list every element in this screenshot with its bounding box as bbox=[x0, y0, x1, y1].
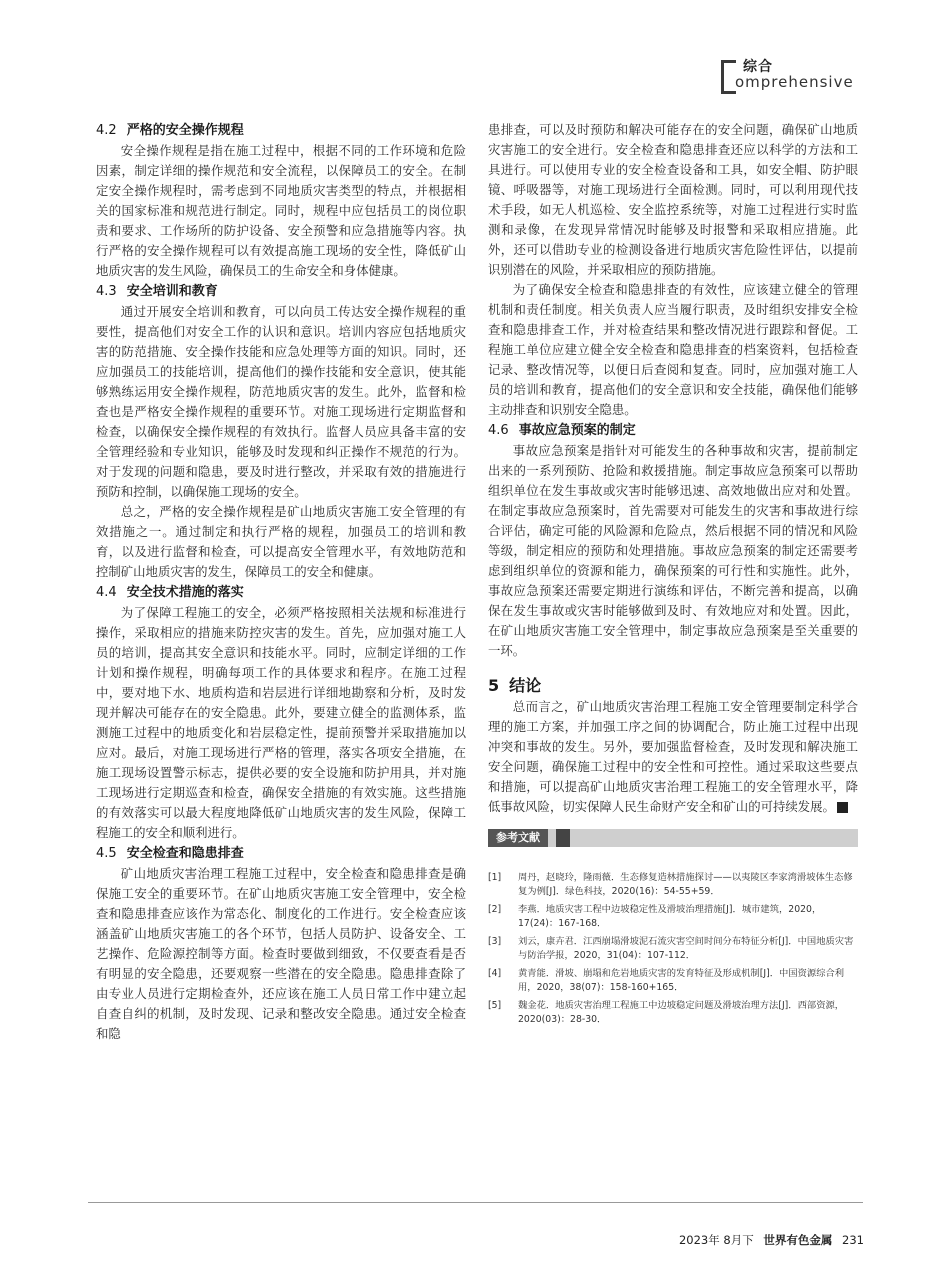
section-4-3-paragraph-1: 通过开展安全培训和教育，可以向员工传达安全操作规程的重要性，提高他们对安全工作的认识和意识。培训内容应包括地质灾害的防范措施、安全操作技能和应急处理等方面的知识。同时，还应加强员工的技能培训，提高他们的操作技能和安全意识，使其能够熟练运用安全操作规程，防范地质灾害的发生。此外，监督和检查也是严格安全操作规程的重要环节。对施工现场进行定期监督和检查，以确保安全操作规程的有效执行。监督人员应具备丰富的安全管理经验和专业知识，能够及时发现和纠正操作不规范的行为。对于发现的问题和隐患，要及时进行整改，并采取有效的措施进行预防和控制，以确保施工现场的安全。 bbox=[96, 304, 466, 499]
reference-item: [4] 黄青能．滑坡、崩塌和危岩地质灾害的发育特征及形成机制[J]．中国资源综合利用，2020，38(07)：158-160+165． bbox=[488, 968, 845, 993]
reference-item: [2] 李燕．地质灾害工程中边坡稳定性及滑坡治理措施[J]．城市建筑，2020，17(24)：167-168． bbox=[488, 904, 822, 929]
section-4-6-paragraph: 事故应急预案是指针对可能发生的各种事故和灾害，提前制定出来的一系列预防、抢险和救援措施。制定事故应急预案可以帮助组织单位在发生事故或灾害时能够迅速、高效地做出应对和处置。在制定事故应急预案时，首先需要对可能发生的灾害和事故进行综合评估，确定可能的风险源和危险点，然后根据不同的情况和风险等级，制定相应的预防和处理措施。事故应急预案的制定还需要考虑到组织单位的资源和能力，确保预案的可行性和实施性。此外，事故应急预案还需要定期进行演练和评估，不断完善和提高，以确保在发生事故或灾害时能够做到及时、有效地应对和处置。因此，在矿山地质灾害施工安全管理中，制定事故应急预案是至关重要的一环。 bbox=[488, 443, 858, 658]
page-footer bbox=[679, 1232, 864, 1248]
references-list bbox=[488, 871, 858, 1027]
section-5-heading: 5 结论 bbox=[488, 676, 542, 695]
section-4-2-paragraph: 安全操作规程是指在施工过程中，根据不同的工作环境和危险因素，制定详细的操作规范和安全流程，以保障员工的安全。在制定安全操作规程时，需考虑到不同地质灾害类型的特点，并根据相关的国家标准和规范进行制定。同时，规程中应包括员工的岗位职责和要求、工作场所的防护设备、安全预警和应急措施等内容。执行严格的安全操作规程可以有效提高施工现场的安全性，降低矿山地质灾害的发生风险，确保员工的生命安全和身体健康。 bbox=[96, 143, 466, 278]
section-4-3-paragraph-2: 总之，严格的安全操作规程是矿山地质灾害施工安全管理的有效措施之一。通过制定和执行严格的规程，加强员工的培训和教育，以及进行监督和检查，可以提高安全管理水平，有效地防范和控制矿山地质灾害的发生，保障员工的安全和健康。 bbox=[96, 504, 466, 579]
section-4-4-paragraph: 为了保障工程施工的安全，必须严格按照相关法规和标准进行操作，采取相应的措施来防控灾害的发生。首先，应加强对施工人员的培训，提高其安全意识和技能水平。同时，应制定详细的工作计划和操作规程，明确每项工作的具体要求和程序。在施工过程中，要对地下水、地质构造和岩层进行详细地勘察和分析，及时发现并解决可能存在的安全隐患。此外，要建立健全的监测体系，监测施工过程中的地质变化和岩层稳定性，提前预警并采取措施加以应对。最后，对施工现场进行严格的管理，落实各项安全措施，在施工现场设置警示标志，提供必要的安全设施和防护用具，并对施工现场进行定期巡查和检查，确保安全措施的有效实施。这些措施的有效落实可以最大程度地降低矿山地质灾害的发生风险，保障工程施工的安全和顺利进行。 bbox=[96, 605, 466, 840]
footer-magazine: 世界有色金属 bbox=[763, 1233, 833, 1247]
section-4-3-heading: 4.3 安全培训和教育 bbox=[96, 284, 218, 299]
reference-item: [1] 周丹，赵晓玲，隆雨薇．生态修复造林措施探讨——以夷陵区李家湾滑坡体生态修复为例[J]．绿色科技，2020(16)：54-55+59． bbox=[488, 872, 853, 897]
section-4-4-heading: 4.4 安全技术措施的落实 bbox=[96, 585, 244, 600]
footer-page-number: 231 bbox=[842, 1233, 864, 1247]
journal-section-logo bbox=[721, 58, 861, 94]
reference-item: [5] 魏金花．地质灾害治理工程施工中边坡稳定问题及滑坡治理方法[J]．西部资源，2020(03)：28-30． bbox=[488, 1000, 845, 1025]
section-4-5-paragraph-2: 为了确保安全检查和隐患排查的有效性，应该建立健全的管理机制和责任制度。相关负责人应当履行职责，及时组织安排安全检查和隐患排查工作，并对检查结果和整改情况进行跟踪和督促。工程施工单位应建立健全安全检查和隐患排查的档案资料，包括检查记录、整改情况等，以便日后查阅和复查。同时，应加强对施工人员的培训和教育，提高他们的安全意识和安全技能，确保他们能够主动排查和识别安全隐患。 bbox=[488, 282, 858, 417]
section-4-2-heading: 4.2 严格的安全操作规程 bbox=[96, 123, 244, 138]
section-4-5-paragraph-1-continued: 患排查，可以及时预防和解决可能存在的安全问题，确保矿山地质灾害施工的安全进行。安全检查和隐患排查还应以科学的方法和工具进行。可以使用专业的安全检查设备和工具，如安全帽、防护眼镜、呼吸器等，对施工现场进行全面检测。同时，可以利用现代技术手段，如无人机巡检、安全监控系统等，对施工过程进行实时监测和录像，在发现异常情况时能够及时报警和采取相应措施。此外，还可以借助专业的检测设备进行地质灾害危险性评估，以提前识别潜在的风险，并采取相应的预防措施。 bbox=[488, 122, 858, 277]
left-column bbox=[96, 120, 466, 1044]
conclusion-text: 总而言之，矿山地质灾害治理工程施工安全管理要制定科学合理的施工方案，并加强工序之间的协调配合，防止施工过程中出现冲突和事故的发生。另外，要加强监督检查，及时发现和解决施工安全问题，确保施工过程中的安全性和可控性。通过采取这些要点和措施，可以提高矿山地质灾害治理工程施工的安全管理水平，降低事故风险，切实保障人民生命财产安全和矿山的可持续发展。 bbox=[488, 699, 858, 814]
section-4-5-heading: 4.5 安全检查和隐患排查 bbox=[96, 846, 244, 861]
conclusion-paragraph bbox=[488, 697, 871, 817]
footer-divider bbox=[88, 1202, 863, 1203]
footer-issue: 2023年 8月下 bbox=[678, 1233, 754, 1247]
references-title: 参考文献 bbox=[488, 829, 548, 847]
section-4-6-heading: 4.6 事故应急预案的制定 bbox=[488, 423, 636, 438]
references-header-block bbox=[556, 829, 570, 847]
logo-cn-text: 综合 bbox=[743, 59, 773, 75]
article-end-icon: 册 bbox=[837, 802, 848, 813]
right-column bbox=[488, 120, 871, 1031]
logo-bracket-c bbox=[721, 60, 736, 94]
logo-en-text: omprehensive bbox=[735, 73, 854, 91]
references-header-bar bbox=[488, 829, 858, 847]
section-4-5-paragraph-1: 矿山地质灾害治理工程施工过程中，安全检查和隐患排查是确保施工安全的重要环节。在矿山地质灾害施工安全管理中，安全检查和隐患排查应该作为常态化、制度化的工作进行。安全检查应该涵盖矿山地质灾害施工的各个环节，包括人员防护、设备安全、工艺操作、危险源控制等方面。检查时要做到细致，不仅要查看是否有明显的安全隐患，还要观察一些潜在的安全隐患。隐患排查除了由专业人员进行定期检查外，还应该在施工人员日常工作中建立起自查自纠的机制，及时发现、记录和整改安全隐患。通过安全检查和隐 bbox=[96, 866, 466, 1041]
reference-item: [3] 刘云，康卉君．江西崩塌滑坡泥石流灾害空间时间分布特征分析[J]．中国地质灾害与防治学报，2020，31(04)：107-112． bbox=[488, 936, 854, 961]
